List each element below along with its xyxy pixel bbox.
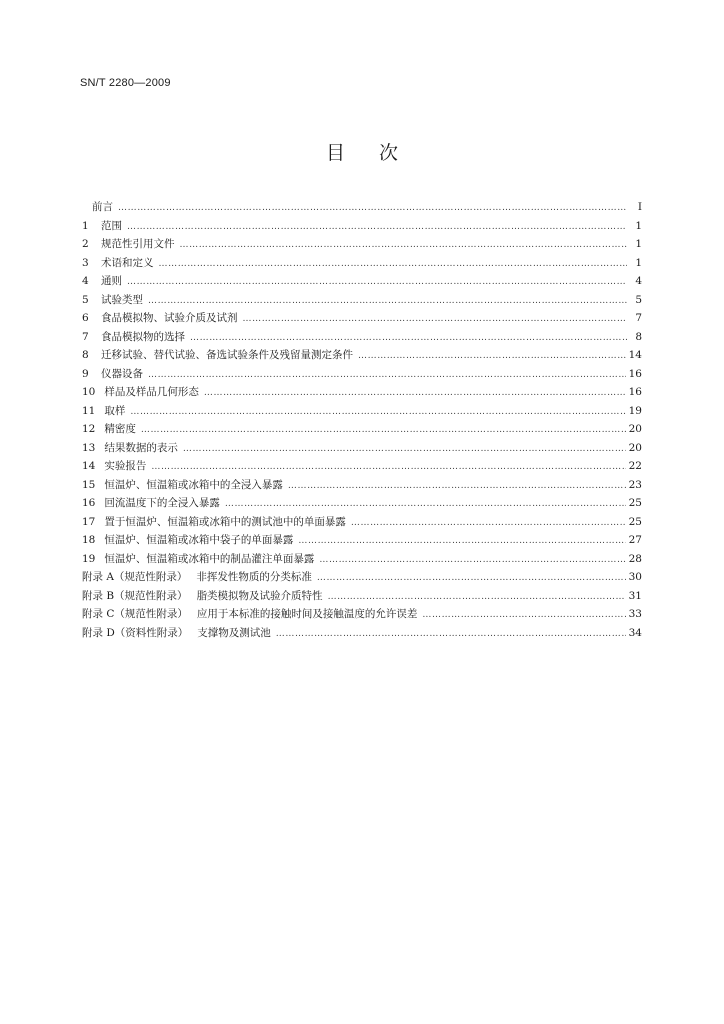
toc-dot-leader bbox=[190, 329, 627, 348]
toc-entry[interactable] bbox=[82, 531, 642, 550]
toc-entry[interactable] bbox=[82, 328, 642, 347]
toc-dot-leader bbox=[243, 310, 628, 329]
toc-entry-title: 回流温度下的全浸入暴露 bbox=[104, 497, 220, 509]
toc-dot-leader bbox=[351, 514, 626, 533]
toc-entry-page: 1 bbox=[635, 219, 642, 232]
toc-entry-number: 9 bbox=[82, 367, 89, 380]
toc-entry[interactable] bbox=[82, 402, 642, 421]
toc-dot-leader bbox=[328, 588, 626, 607]
toc-entry-page: 16 bbox=[628, 367, 642, 380]
toc-entry-page: 22 bbox=[628, 460, 642, 472]
toc-entry-page: 14 bbox=[628, 349, 642, 361]
toc-entry[interactable] bbox=[82, 420, 642, 439]
toc-entry-number: 15 bbox=[82, 478, 96, 491]
toc-entry[interactable] bbox=[82, 383, 642, 402]
toc-entry-number: 14 bbox=[82, 460, 96, 472]
toc-dot-leader bbox=[148, 366, 626, 385]
toc-entry-title: 应用于本标准的接触时间及接触温度的允许误差 bbox=[196, 608, 418, 620]
toc-entry-page: 23 bbox=[628, 478, 642, 491]
standard-number: SN/T 2280—2009 bbox=[80, 77, 171, 89]
toc-entry-number: 2 bbox=[82, 238, 89, 250]
toc-entry-number: 3 bbox=[82, 256, 89, 269]
toc-entry-page: 16 bbox=[628, 386, 642, 398]
toc-entry-page: 27 bbox=[628, 534, 642, 546]
toc-entry-number: 19 bbox=[82, 552, 96, 565]
toc-dot-leader bbox=[183, 440, 626, 459]
toc-entry-title: 实验报告 bbox=[104, 460, 147, 472]
toc-dot-leader bbox=[319, 551, 625, 570]
toc-entry[interactable] bbox=[82, 568, 642, 587]
toc-entry-title: 迁移试验、替代试验、备选试验条件及残留量测定条件 bbox=[101, 349, 353, 361]
toc-entry-number: 5 bbox=[82, 293, 89, 306]
toc-entry-page: 30 bbox=[628, 571, 642, 583]
toc-entry-number: 10 bbox=[82, 386, 96, 398]
toc-entry-title: 脂类模拟物及试验介质特性 bbox=[196, 589, 323, 602]
toc-entry-title: 试验类型 bbox=[101, 293, 143, 306]
toc-dot-leader bbox=[159, 255, 628, 274]
toc-entry-title: 规范性引用文件 bbox=[101, 238, 175, 250]
toc-entry-page: 1 bbox=[635, 256, 642, 269]
toc-entry-title: 非挥发性物质的分类标准 bbox=[196, 571, 312, 583]
toc-entry-number: 8 bbox=[82, 349, 89, 361]
toc-entry-title: 样品及样品几何形态 bbox=[104, 386, 199, 398]
title-char-1: 目 bbox=[325, 142, 345, 164]
toc-entry-title: 精密度 bbox=[104, 423, 136, 435]
toc-entry[interactable] bbox=[82, 272, 642, 291]
toc-entry-number: 6 bbox=[82, 312, 89, 324]
toc-dot-leader bbox=[298, 532, 625, 551]
toc-dot-leader bbox=[422, 606, 625, 625]
toc-entry-number: 7 bbox=[82, 330, 89, 343]
toc-entry-title: 置于恒温炉、恒温箱或冰箱中的测试池中的单面暴露 bbox=[104, 515, 346, 528]
toc-entry-page: 28 bbox=[628, 552, 642, 565]
toc-entry-page: 1 bbox=[635, 238, 642, 250]
toc-entry-title: 食品模拟物的选择 bbox=[101, 330, 185, 343]
toc-entry-page: 19 bbox=[628, 404, 642, 417]
toc-entry-page: 7 bbox=[635, 312, 642, 324]
toc-entry-page: Ⅰ bbox=[637, 201, 642, 213]
toc-entry[interactable] bbox=[82, 254, 642, 273]
toc-entry-page: 25 bbox=[628, 515, 642, 528]
toc-dot-leader bbox=[141, 421, 626, 440]
toc-dot-leader bbox=[288, 477, 626, 496]
toc-dot-leader bbox=[127, 218, 627, 237]
toc-entry-page: 33 bbox=[628, 608, 642, 620]
toc-entry-page: 4 bbox=[635, 275, 642, 287]
toc-entry-page: 20 bbox=[628, 423, 642, 435]
toc-entry-title: 恒温炉、恒温箱或冰箱中的制品灌注单面暴露 bbox=[104, 552, 315, 565]
title-char-2: 次 bbox=[379, 142, 399, 164]
toc-entry[interactable] bbox=[82, 513, 642, 532]
toc-entry-number: 附录 C（规范性附录） bbox=[82, 608, 188, 620]
toc-entry-number: 12 bbox=[82, 423, 96, 435]
toc-dot-leader bbox=[148, 292, 627, 311]
toc-entry-page: 34 bbox=[628, 626, 642, 639]
toc-entry-number: 4 bbox=[82, 275, 89, 287]
toc-dot-leader bbox=[358, 347, 626, 366]
toc-entry-title: 取样 bbox=[104, 404, 126, 417]
toc-entry[interactable] bbox=[82, 476, 642, 495]
toc-entry[interactable] bbox=[82, 291, 642, 310]
toc-dot-leader bbox=[127, 273, 627, 292]
toc-entry-page: 25 bbox=[628, 497, 642, 509]
table-of-contents bbox=[82, 198, 642, 642]
toc-dot-leader bbox=[204, 384, 626, 403]
toc-entry-page: 8 bbox=[635, 330, 642, 343]
toc-entry-page: 31 bbox=[628, 589, 642, 602]
toc-dot-leader bbox=[180, 236, 628, 255]
toc-dot-leader bbox=[276, 625, 626, 644]
toc-entry[interactable] bbox=[82, 217, 642, 236]
toc-dot-leader bbox=[151, 458, 625, 477]
toc-entry-number: 16 bbox=[82, 497, 96, 509]
toc-entry-number: 附录 B（规范性附录） bbox=[82, 589, 188, 602]
toc-entry-number: 17 bbox=[82, 515, 96, 528]
toc-dot-leader bbox=[317, 569, 626, 588]
toc-entry[interactable] bbox=[82, 550, 642, 569]
toc-entry-title: 前言 bbox=[92, 201, 113, 213]
toc-entry-page: 5 bbox=[635, 293, 642, 306]
toc-entry[interactable] bbox=[82, 439, 642, 458]
toc-entry[interactable] bbox=[82, 235, 642, 254]
toc-entry[interactable] bbox=[82, 624, 642, 643]
toc-entry-title: 范围 bbox=[101, 219, 122, 232]
toc-entry[interactable] bbox=[82, 457, 642, 476]
toc-entry-title: 食品模拟物、试验介质及试剂 bbox=[101, 312, 238, 324]
toc-entry-title: 恒温炉、恒温箱或冰箱中袋子的单面暴露 bbox=[104, 534, 294, 546]
toc-entry-title: 恒温炉、恒温箱或冰箱中的全浸入暴露 bbox=[104, 478, 283, 491]
toc-entry-number: 附录 A（规范性附录） bbox=[82, 571, 188, 583]
toc-dot-leader bbox=[225, 495, 626, 514]
toc-entry-title: 通则 bbox=[101, 275, 122, 287]
toc-entry[interactable] bbox=[82, 198, 642, 217]
toc-entry-page: 20 bbox=[628, 441, 642, 454]
toc-entry-title: 结果数据的表示 bbox=[104, 441, 178, 454]
toc-entry-title: 仪器设备 bbox=[101, 367, 143, 380]
toc-entry-number: 附录 D（资料性附录） bbox=[82, 626, 189, 639]
toc-entry[interactable] bbox=[82, 605, 642, 624]
toc-entry-title: 支撑物及测试池 bbox=[197, 626, 271, 639]
toc-entry[interactable] bbox=[82, 494, 642, 513]
toc-entry[interactable] bbox=[82, 346, 642, 365]
toc-entry-number: 13 bbox=[82, 441, 96, 454]
toc-entry[interactable] bbox=[82, 365, 642, 384]
toc-entry[interactable] bbox=[82, 309, 642, 328]
toc-entry-number: 18 bbox=[82, 534, 96, 546]
toc-dot-leader bbox=[130, 403, 625, 422]
toc-entry-number: 11 bbox=[82, 404, 96, 417]
toc-entry-number: 1 bbox=[82, 219, 89, 232]
toc-entry[interactable] bbox=[82, 587, 642, 606]
page-title bbox=[0, 138, 724, 165]
toc-entry-title: 术语和定义 bbox=[101, 256, 154, 269]
toc-dot-leader bbox=[118, 199, 627, 218]
